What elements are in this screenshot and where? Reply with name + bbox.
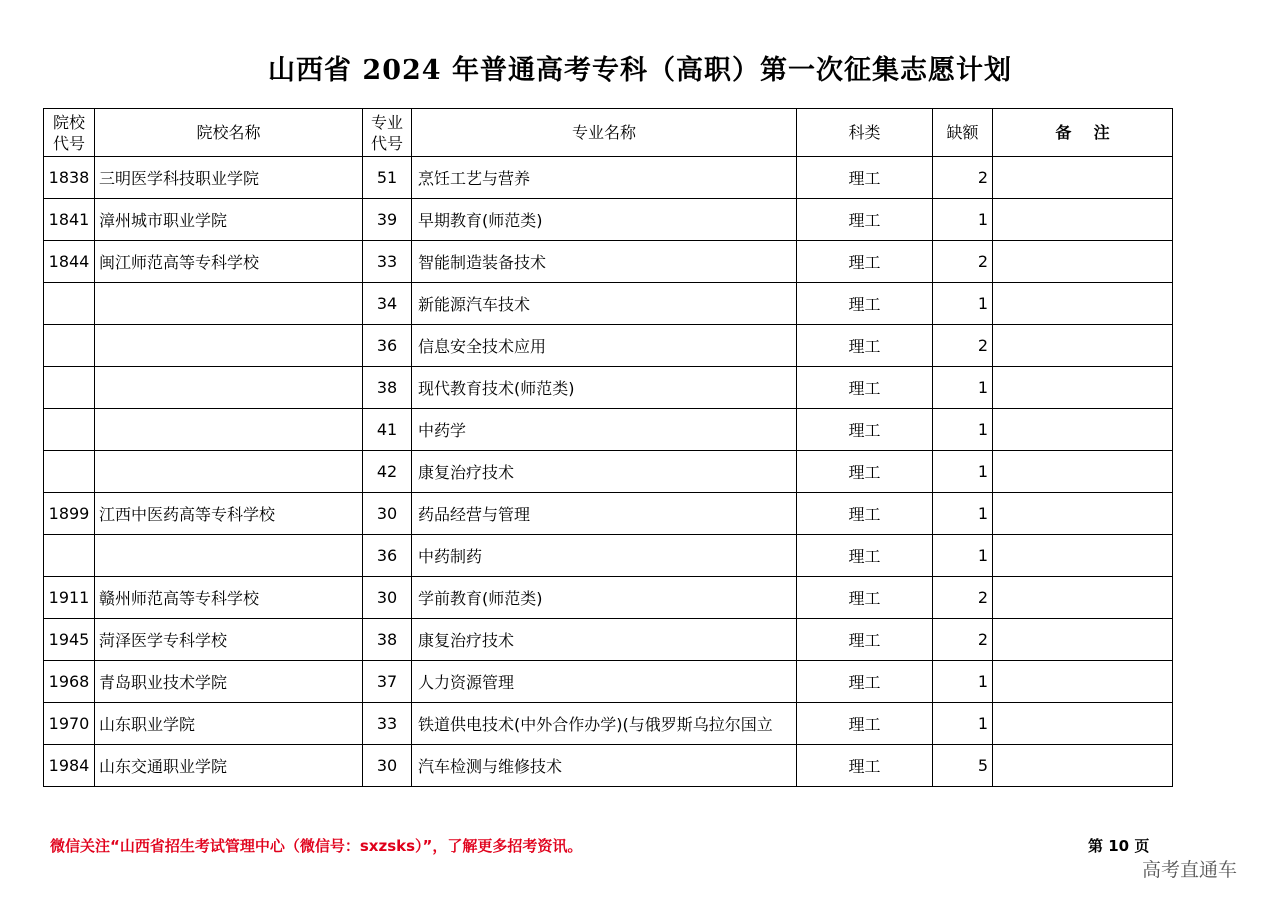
header-major-name: 专业名称 — [412, 109, 797, 157]
cell-quota: 2 — [933, 619, 993, 661]
cell-remarks — [993, 745, 1173, 787]
cell-quota: 1 — [933, 535, 993, 577]
cell-school-name — [95, 367, 363, 409]
cell-quota: 1 — [933, 409, 993, 451]
table-header-row — [44, 109, 1173, 157]
cell-quota: 1 — [933, 199, 993, 241]
cell-remarks — [993, 241, 1173, 283]
cell-category: 理工 — [797, 661, 933, 703]
cell-school-name — [95, 409, 363, 451]
cell-category: 理工 — [797, 577, 933, 619]
table-row — [44, 241, 1173, 283]
header-school-code-text: 院校代号 — [52, 112, 85, 153]
cell-major-name: 现代教育技术(师范类) — [412, 367, 797, 409]
cell-school-code — [44, 409, 95, 451]
cell-remarks — [993, 577, 1173, 619]
cell-major-name: 铁道供电技术(中外合作办学)(与俄罗斯乌拉尔国立 — [412, 703, 797, 745]
cell-major-code: 36 — [363, 325, 412, 367]
cell-school-name: 山东职业学院 — [95, 703, 363, 745]
table-row — [44, 367, 1173, 409]
cell-major-name: 新能源汽车技术 — [412, 283, 797, 325]
cell-category: 理工 — [797, 451, 933, 493]
cell-school-name: 山东交通职业学院 — [95, 745, 363, 787]
cell-remarks — [993, 451, 1173, 493]
cell-major-name: 烹饪工艺与营养 — [412, 157, 797, 199]
cell-quota: 1 — [933, 283, 993, 325]
cell-remarks — [993, 619, 1173, 661]
cell-category: 理工 — [797, 745, 933, 787]
cell-category: 理工 — [797, 283, 933, 325]
cell-remarks — [993, 157, 1173, 199]
page-number: 第 10 页 — [1088, 837, 1150, 855]
table-row — [44, 157, 1173, 199]
cell-quota: 2 — [933, 241, 993, 283]
cell-school-name: 青岛职业技术学院 — [95, 661, 363, 703]
cell-remarks — [993, 325, 1173, 367]
header-category: 科类 — [797, 109, 933, 157]
cell-school-name: 漳州城市职业学院 — [95, 199, 363, 241]
cell-major-code: 33 — [363, 703, 412, 745]
cell-school-name: 赣州师范高等专科学校 — [95, 577, 363, 619]
cell-quota: 5 — [933, 745, 993, 787]
cell-category: 理工 — [797, 367, 933, 409]
cell-quota: 2 — [933, 157, 993, 199]
cell-quota: 2 — [933, 577, 993, 619]
cell-major-code: 30 — [363, 493, 412, 535]
page-title: 山西省 2024 年普通高考专科（高职）第一次征集志愿计划 — [268, 55, 1012, 86]
cell-major-name: 人力资源管理 — [412, 661, 797, 703]
table-row — [44, 409, 1173, 451]
cell-quota: 2 — [933, 325, 993, 367]
cell-school-code — [44, 451, 95, 493]
cell-school-name: 三明医学科技职业学院 — [95, 157, 363, 199]
cell-major-name: 信息安全技术应用 — [412, 325, 797, 367]
watermark: 高考直通车 — [1142, 859, 1238, 881]
cell-major-code: 38 — [363, 619, 412, 661]
cell-school-code — [44, 535, 95, 577]
footer-note: 微信关注“山西省招生考试管理中心（微信号：sxzsks）”，了解更多招考资讯。 — [50, 837, 583, 855]
cell-major-name: 康复治疗技术 — [412, 619, 797, 661]
header-school-code — [44, 109, 95, 157]
cell-category: 理工 — [797, 535, 933, 577]
cell-school-name — [95, 283, 363, 325]
cell-major-code: 30 — [363, 745, 412, 787]
cell-quota: 1 — [933, 493, 993, 535]
table-row — [44, 619, 1173, 661]
cell-school-name — [95, 535, 363, 577]
cell-major-code: 51 — [363, 157, 412, 199]
cell-major-code: 34 — [363, 283, 412, 325]
header-major-code — [363, 109, 412, 157]
cell-school-code: 1968 — [44, 661, 95, 703]
cell-remarks — [993, 199, 1173, 241]
cell-major-name: 中药制药 — [412, 535, 797, 577]
cell-school-code: 1911 — [44, 577, 95, 619]
cell-category: 理工 — [797, 157, 933, 199]
cell-major-code: 42 — [363, 451, 412, 493]
cell-major-name: 汽车检测与维修技术 — [412, 745, 797, 787]
cell-remarks — [993, 367, 1173, 409]
table-row — [44, 577, 1173, 619]
cell-category: 理工 — [797, 241, 933, 283]
cell-major-name: 康复治疗技术 — [412, 451, 797, 493]
table-row — [44, 283, 1173, 325]
cell-remarks — [993, 493, 1173, 535]
table-row — [44, 745, 1173, 787]
table-row — [44, 661, 1173, 703]
cell-quota: 1 — [933, 451, 993, 493]
cell-remarks — [993, 535, 1173, 577]
cell-remarks — [993, 409, 1173, 451]
cell-category: 理工 — [797, 409, 933, 451]
header-school-name: 院校名称 — [95, 109, 363, 157]
table-row — [44, 535, 1173, 577]
cell-school-code — [44, 367, 95, 409]
cell-major-code: 36 — [363, 535, 412, 577]
cell-major-code: 41 — [363, 409, 412, 451]
cell-major-code: 37 — [363, 661, 412, 703]
cell-school-code — [44, 325, 95, 367]
cell-school-code: 1984 — [44, 745, 95, 787]
cell-school-code — [44, 283, 95, 325]
cell-major-name: 药品经营与管理 — [412, 493, 797, 535]
header-quota: 缺额 — [933, 109, 993, 157]
cell-school-code: 1899 — [44, 493, 95, 535]
cell-major-name: 早期教育(师范类) — [412, 199, 797, 241]
table-row — [44, 493, 1173, 535]
table-row — [44, 703, 1173, 745]
cell-school-code: 1838 — [44, 157, 95, 199]
table-row — [44, 199, 1173, 241]
cell-major-code: 39 — [363, 199, 412, 241]
cell-major-name: 智能制造装备技术 — [412, 241, 797, 283]
cell-category: 理工 — [797, 619, 933, 661]
cell-remarks — [993, 283, 1173, 325]
cell-major-name: 中药学 — [412, 409, 797, 451]
cell-school-code: 1970 — [44, 703, 95, 745]
cell-school-name: 江西中医药高等专科学校 — [95, 493, 363, 535]
table-row — [44, 325, 1173, 367]
cell-major-name: 学前教育(师范类) — [412, 577, 797, 619]
cell-quota: 1 — [933, 367, 993, 409]
cell-category: 理工 — [797, 493, 933, 535]
cell-remarks — [993, 661, 1173, 703]
header-major-code-text: 专业代号 — [370, 112, 403, 153]
cell-school-name: 菏泽医学专科学校 — [95, 619, 363, 661]
cell-major-code: 30 — [363, 577, 412, 619]
cell-school-code: 1844 — [44, 241, 95, 283]
cell-remarks — [993, 703, 1173, 745]
cell-major-code: 38 — [363, 367, 412, 409]
cell-quota: 1 — [933, 661, 993, 703]
plan-table — [43, 108, 1173, 787]
cell-category: 理工 — [797, 703, 933, 745]
cell-school-name — [95, 325, 363, 367]
cell-category: 理工 — [797, 199, 933, 241]
cell-school-code: 1945 — [44, 619, 95, 661]
cell-category: 理工 — [797, 325, 933, 367]
cell-school-name: 闽江师范高等专科学校 — [95, 241, 363, 283]
cell-quota: 1 — [933, 703, 993, 745]
cell-school-name — [95, 451, 363, 493]
table-row — [44, 451, 1173, 493]
cell-school-code: 1841 — [44, 199, 95, 241]
header-remarks: 备 注 — [993, 109, 1173, 157]
cell-major-code: 33 — [363, 241, 412, 283]
